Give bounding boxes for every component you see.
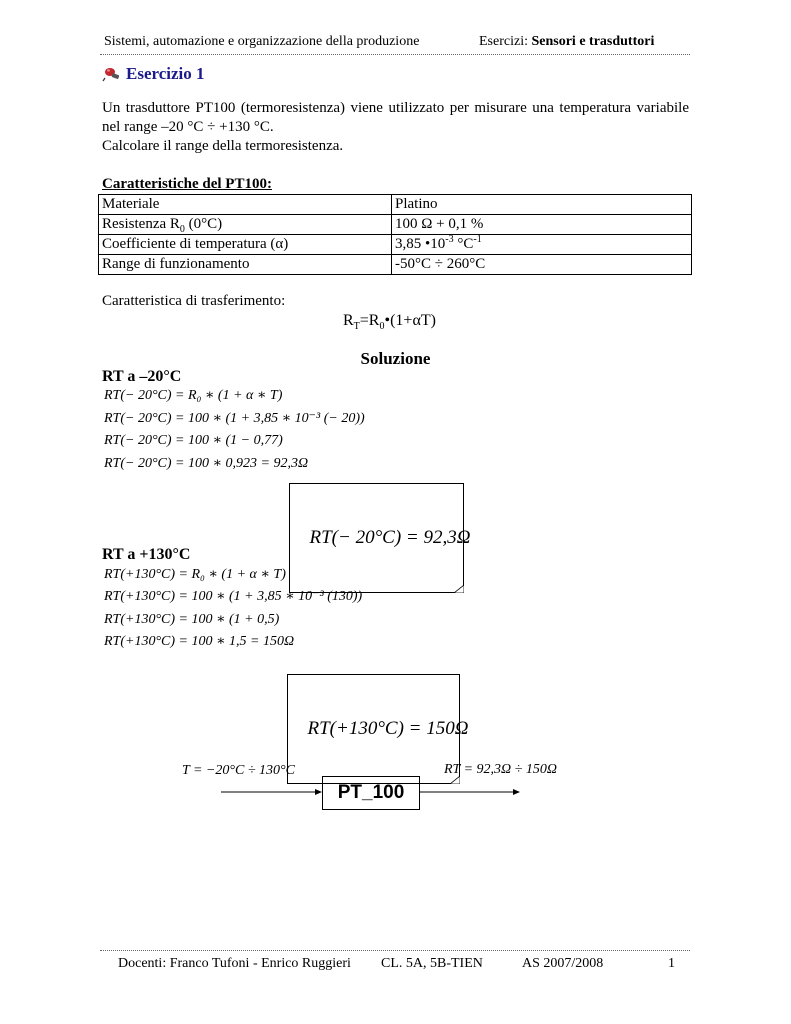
header-section-prefix: Esercizi: — [479, 34, 532, 49]
value-sup: -3 — [445, 234, 454, 245]
input-arrow-head — [315, 789, 322, 795]
properties-table — [98, 194, 692, 275]
exercise-title — [102, 64, 205, 84]
table-cell-label: Materiale — [99, 195, 392, 215]
formula-sub: T — [353, 321, 360, 333]
high-step-3: RT(+130°C) = 100 ∗ (1 + 0,5) — [104, 612, 280, 627]
exercise-title-text: Esercizio 1 — [126, 64, 205, 83]
formula-part: •(1+αT) — [384, 312, 436, 329]
header-section — [479, 34, 654, 50]
table-cell-label: Range di funzionamento — [99, 255, 392, 275]
diagram-input-label: T = −20°C ÷ 130°C — [182, 763, 295, 778]
table-row — [99, 195, 692, 215]
header-divider — [100, 54, 690, 55]
label-main: Resistenza R — [102, 216, 180, 232]
table-row — [99, 235, 692, 255]
transfer-formula — [343, 312, 436, 333]
exercise-text-line1: Un trasduttore PT100 (termoresistenza) viene utilizzato per misurare una temperatura variabile nel range –20 °C ÷ +130 °C. — [102, 100, 689, 135]
low-step-2: RT(− 20°C) = 100 ∗ (1 + 3,85 ∗ 10⁻³ (− 20)) — [104, 411, 365, 426]
low-temp-heading: RT a –20°C — [102, 368, 182, 385]
high-result: RT(+130°C) = 150Ω — [307, 718, 469, 739]
pushpin-icon — [102, 66, 122, 82]
table-row — [99, 215, 692, 235]
exercise-text-line2: Calcolare il range della termoresistenza. — [102, 138, 344, 154]
footer-divider — [100, 950, 690, 951]
exercise-text — [102, 99, 689, 156]
high-result-box — [287, 674, 469, 784]
formula-sub: 0 — [379, 321, 385, 333]
value-unit-sup: -1 — [473, 234, 482, 245]
footer-year: AS 2007/2008 — [522, 956, 604, 971]
high-step-4: RT(+130°C) = 100 ∗ 1,5 = 150Ω — [104, 634, 295, 649]
low-result-box — [289, 483, 471, 593]
pt100-block: PT_100 — [322, 776, 420, 810]
formula-part: =R — [359, 312, 380, 329]
table-cell-value: 100 Ω + 0,1 % — [392, 215, 692, 235]
value-main: 3,85 •10 — [395, 236, 446, 252]
output-arrow-head — [513, 789, 520, 795]
table-cell-label: Coefficiente di temperatura (α) — [99, 235, 392, 255]
table-cell-label — [99, 215, 392, 235]
low-step-3: RT(− 20°C) = 100 ∗ (1 − 0,77) — [104, 433, 283, 448]
low-result: RT(− 20°C) = 92,3Ω — [309, 527, 471, 548]
solution-heading: Soluzione — [360, 349, 431, 368]
transfer-label: Caratteristica di trasferimento: — [102, 293, 286, 309]
high-step-1: RT(+130°C) = R₀ ∗ (1 + α ∗ T) — [104, 567, 286, 582]
table-cell-value — [392, 235, 692, 255]
page-fold-icon — [454, 585, 464, 593]
low-step-4: RT(− 20°C) = 100 ∗ 0,923 = 92,3Ω — [104, 456, 309, 471]
table-row — [99, 255, 692, 275]
formula-part: R — [343, 312, 354, 329]
high-step-2: RT(+130°C) = 100 ∗ (1 + 3,85 ∗ 10⁻³ (130)) — [104, 589, 363, 604]
footer-teachers: Docenti: Franco Tufoni - Enrico Ruggieri — [118, 956, 351, 971]
label-tail: (0°C) — [184, 216, 223, 232]
label-sub: 0 — [179, 224, 185, 235]
header-course: Sistemi, automazione e organizzazione della produzione — [104, 34, 420, 49]
footer-classes: CL. 5A, 5B-TIEN — [381, 956, 483, 971]
table-cell-value: Platino — [392, 195, 692, 215]
table-cell-value: -50°C ÷ 260°C — [392, 255, 692, 275]
header-section-topic: Sensori e trasduttori — [531, 34, 655, 49]
value-unit: °C — [453, 236, 474, 252]
diagram-output-label: RT = 92,3Ω ÷ 150Ω — [444, 762, 557, 777]
low-step-1: RT(− 20°C) = R₀ ∗ (1 + α ∗ T) — [104, 388, 283, 403]
high-temp-heading: RT a +130°C — [102, 546, 191, 563]
footer-page-number: 1 — [668, 956, 675, 971]
properties-caption: Caratteristiche del PT100: — [102, 176, 272, 192]
